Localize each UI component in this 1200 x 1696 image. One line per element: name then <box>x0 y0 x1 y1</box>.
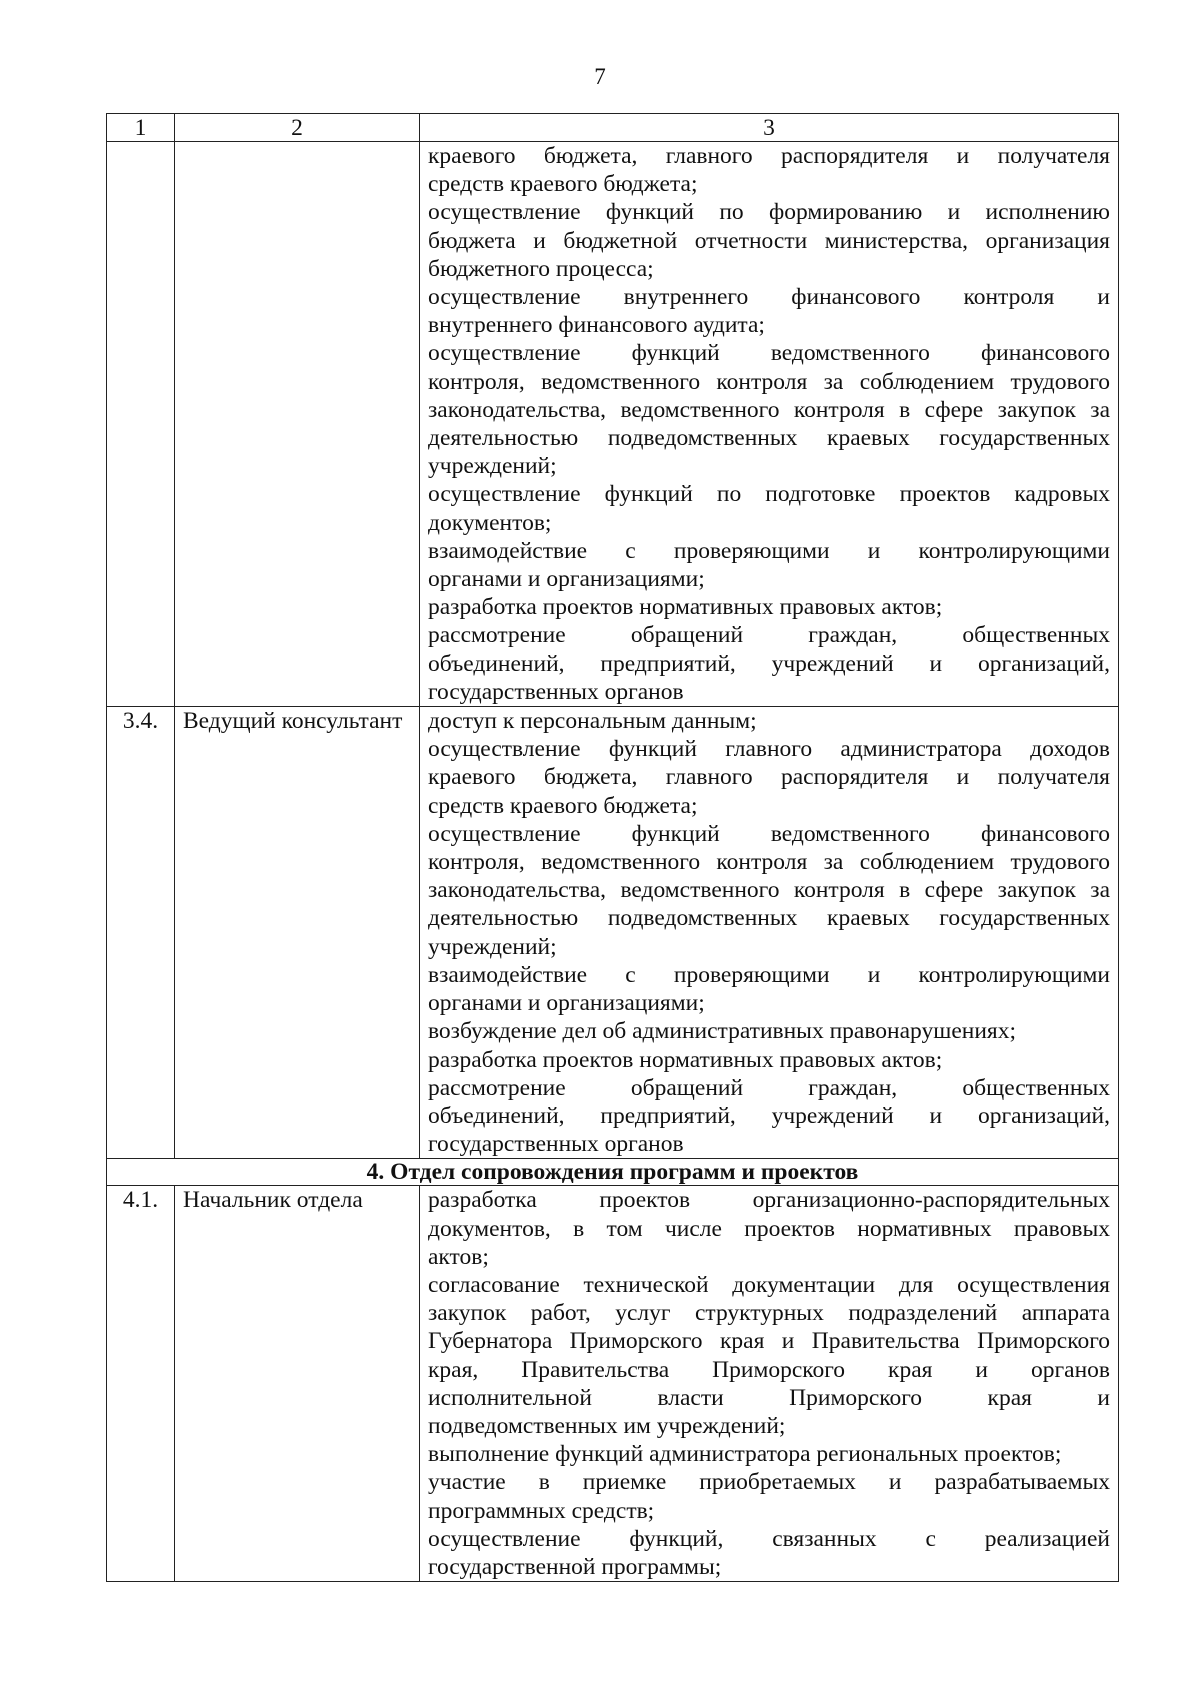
page-number: 7 <box>594 64 606 89</box>
duty-line: выполнение функций администратора региональных проектов; <box>428 1441 1062 1468</box>
duty-line: документов; <box>428 509 552 536</box>
duty-line: бюджета и бюджетной отчетности министерства, организация <box>428 227 1110 254</box>
position-title <box>175 142 420 707</box>
table-row <box>107 1186 1119 1582</box>
duty-line: бюджетного процесса; <box>428 255 654 282</box>
duty-line: средств краевого бюджета; <box>428 792 698 819</box>
section-heading: 4. Отдел сопровождения программ и проектов <box>107 1159 1119 1186</box>
duties-cell <box>420 1186 1119 1582</box>
duty-line: объединений, предприятий, учреждений и организаций, <box>428 1102 1110 1129</box>
table-row <box>107 707 1119 1159</box>
duty-line: осуществление функций по подготовке проектов кадровых <box>428 481 1110 508</box>
duty-line: программных средств; <box>428 1497 655 1524</box>
duty-line: согласование технической документации для осуществления <box>428 1271 1110 1298</box>
section-heading-row <box>107 1159 1119 1186</box>
duty-line: осуществление функций ведомственного финансового <box>428 340 1110 367</box>
duty-line: взаимодействие с проверяющими и контролирующими <box>428 537 1110 564</box>
duty-line: актов; <box>428 1243 489 1270</box>
duty-line: взаимодействие с проверяющими и контролирующими <box>428 961 1110 988</box>
duty-line: государственных органов <box>428 1131 684 1158</box>
duty-line: учреждений; <box>428 453 557 480</box>
duty-line: закупок работ, услуг структурных подразделений аппарата <box>428 1300 1110 1327</box>
duty-line: осуществление функций главного администратора доходов <box>428 736 1110 763</box>
duties-cell <box>420 142 1119 707</box>
duty-line: края, Правительства Приморского края и органов <box>428 1356 1110 1383</box>
duty-line: органами и организациями; <box>428 566 705 593</box>
duty-line: объединений, предприятий, учреждений и организаций, <box>428 650 1110 677</box>
position-title: Начальник отдела <box>175 1186 420 1582</box>
duty-line: участие в приемке приобретаемых и разрабатываемых <box>428 1469 1110 1496</box>
column-header-2: 2 <box>175 114 420 142</box>
duty-line: возбуждение дел об административных правонарушениях; <box>428 1018 1017 1045</box>
duty-line: рассмотрение обращений граждан, общественных <box>428 622 1110 649</box>
duty-line: деятельностью подведомственных краевых государственных <box>428 425 1110 452</box>
duty-line: учреждений; <box>428 933 557 960</box>
duty-line: разработка проектов нормативных правовых актов; <box>428 594 943 621</box>
row-number: 4.1. <box>107 1186 175 1582</box>
duty-line: контроля, ведомственного контроля за соблюдением трудового <box>428 368 1110 395</box>
duty-line: осуществление функций ведомственного финансового <box>428 820 1110 847</box>
position-title: Ведущий консультант <box>175 707 420 1159</box>
duty-line: органами и организациями; <box>428 990 705 1017</box>
column-header-1: 1 <box>107 114 175 142</box>
duty-line: подведомственных им учреждений; <box>428 1412 786 1439</box>
duty-line: краевого бюджета, главного распорядителя и получателя <box>428 143 1110 169</box>
duty-line: государственных органов <box>428 678 684 705</box>
duty-line: внутреннего финансового аудита; <box>428 312 765 339</box>
duty-line: контроля, ведомственного контроля за соблюдением трудового <box>428 849 1110 876</box>
duties-cell <box>420 707 1119 1159</box>
duty-line: законодательства, ведомственного контроля в сфере закупок за <box>428 877 1110 904</box>
duty-line: разработка проектов организационно-распорядительных <box>428 1187 1110 1214</box>
duty-line: доступ к персональным данным; <box>428 708 757 735</box>
duty-line: средств краевого бюджета; <box>428 171 698 198</box>
table-row <box>107 142 1119 707</box>
table-header-row <box>107 114 1119 142</box>
duty-line: осуществление внутреннего финансового контроля и <box>428 284 1110 311</box>
duty-line: деятельностью подведомственных краевых государственных <box>428 905 1110 932</box>
duty-line: краевого бюджета, главного распорядителя и получателя <box>428 764 1110 791</box>
duty-line: осуществление функций, связанных с реализацией <box>428 1525 1110 1552</box>
duty-line: документов, в том числе проектов нормативных правовых <box>428 1215 1110 1242</box>
row-number: 3.4. <box>107 707 175 1159</box>
duty-line: рассмотрение обращений граждан, общественных <box>428 1074 1110 1101</box>
duty-line: осуществление функций по формированию и исполнению <box>428 199 1110 226</box>
duty-line: исполнительной власти Приморского края и <box>428 1384 1110 1411</box>
row-number <box>107 142 175 707</box>
duty-line: государственной программы; <box>428 1553 722 1580</box>
duty-line: законодательства, ведомственного контроля в сфере закупок за <box>428 396 1110 423</box>
duties-table <box>106 113 1119 1582</box>
column-header-3: 3 <box>420 114 1119 142</box>
duty-line: разработка проектов нормативных правовых актов; <box>428 1046 943 1073</box>
duty-line: Губернатора Приморского края и Правительства Приморского <box>428 1328 1110 1355</box>
